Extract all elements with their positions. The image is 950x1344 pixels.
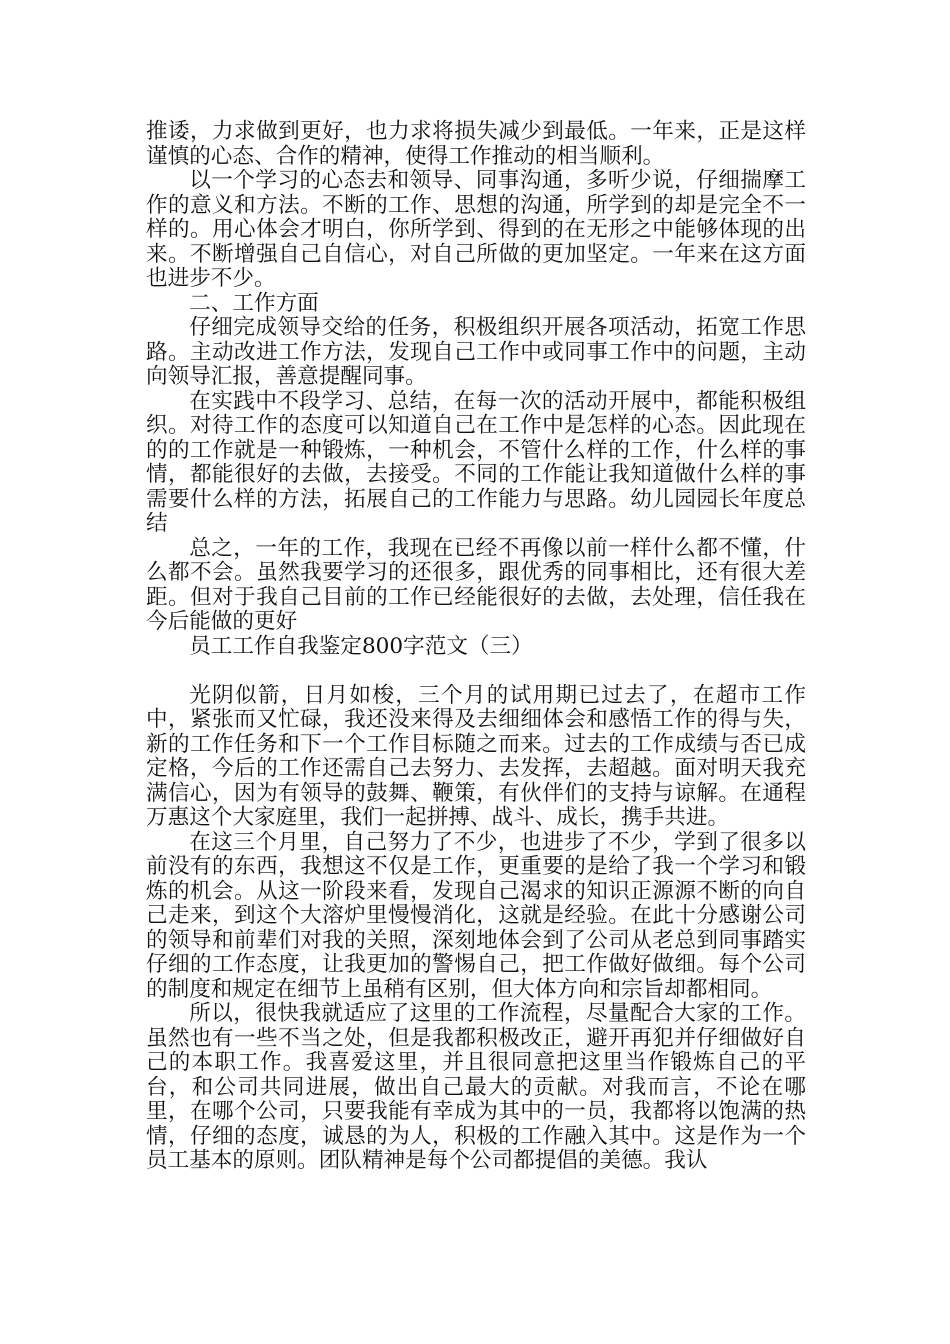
paragraph-continuation: 推诿，力求做到更好，也力求将损失减少到最低。一年来，正是这样谨慎的心态、合作的精神，使得工作推动的相当顺利。 bbox=[146, 119, 806, 169]
paragraph: 在这三个月里，自己努力了不少，也进步了不少，学到了很多以前没有的东西，我想这不仅是工作，更重要的是给了我一个学习和锻炼的机会。从这一阶段来看，发现自己渴求的知识正源源不断的向自己走来，到这个大溶炉里慢慢消化，这就是经验。在此十分感谢公司的领导和前辈们对我的关照，深刻地体会到了公司从老总到同事踏实仔细的工作态度，让我更加的警惕自己，把工作做好做细。每个公司的制度和规定在细节上虽稍有区别，但大体方向和宗旨却都相同。 bbox=[146, 829, 806, 1002]
section-heading: 二、工作方面 bbox=[189, 290, 319, 316]
document-body bbox=[146, 120, 806, 1174]
paragraph: 在实践中不段学习、总结，在每一次的活动开展中，都能积极组织。对待工作的态度可以知道自己在工作中是怎样的心态。因此现在的的工作就是一种锻炼，一种机会，不管什么样的工作，什么样的事情，都能很好的去做，去接受。不同的工作能让我知道做什么样的事需要什么样的方法，拓展自己的工作能力与思路。幼儿园园长年度总结 bbox=[146, 388, 806, 536]
paragraph: 仔细完成领导交给的任务，积极组织开展各项活动，拓宽工作思路。主动改进工作方法，发现自己工作中或同事工作中的问题，主动向领导汇报，善意提醒同事。 bbox=[146, 315, 806, 389]
paragraph: 光阴似箭，日月如梭，三个月的试用期已过去了，在超市工作中，紧张而又忙碌，我还没来得及去细细体会和感悟工作的得与失，新的工作任务和下一个工作目标随之而来。过去的工作成绩与否已成定格，今后的工作还需自己去努力、去发挥，去超越。面对明天我充满信心，因为有领导的鼓舞、鞭策，有伙伴们的支持与谅解。在通程万惠这个大家庭里，我们一起拼搏、战斗、成长，携手共进。 bbox=[146, 682, 806, 830]
paragraph: 所以，很快我就适应了这里的工作流程，尽量配合大家的工作。虽然也有一些不当之处，但是我都积极改正，避开再犯并仔细做好自己的本职工作。我喜爱这里，并且很同意把这里当作锻炼自己的平台，和公司共同进展，做出自己最大的贡献。对我而言，不论在哪里，在哪个公司，只要我能有幸成为其中的一员，我都将以饱满的热情，仔细的态度，诚恳的为人，积极的工作融入其中。这是作为一个员工基本的原则。团队精神是每个公司都提倡的美德。我认 bbox=[146, 1001, 806, 1173]
paragraph: 总之，一年的工作，我现在已经不再像以前一样什么都不懂，什么都不会。虽然我要学习的还很多，跟优秀的同事相比，还有很大差距。但对于我自己目前的工作已经能很好的去做，去处理，信任我在今后能做的更好 bbox=[146, 535, 806, 634]
paragraph: 以一个学习的心态去和领导、同事沟通，多听少说，仔细揣摩工作的意义和方法。不断的工作、思想的沟通，所学到的却是完全不一样的。用心体会才明白，你所学到、得到的在无形之中能够体现的出来。不断增强自己自信心，对自己所做的更加坚定。一年来在这方面也进步不少。 bbox=[146, 168, 806, 291]
article-title: 员工工作自我鉴定800字范文（三） bbox=[189, 633, 533, 659]
